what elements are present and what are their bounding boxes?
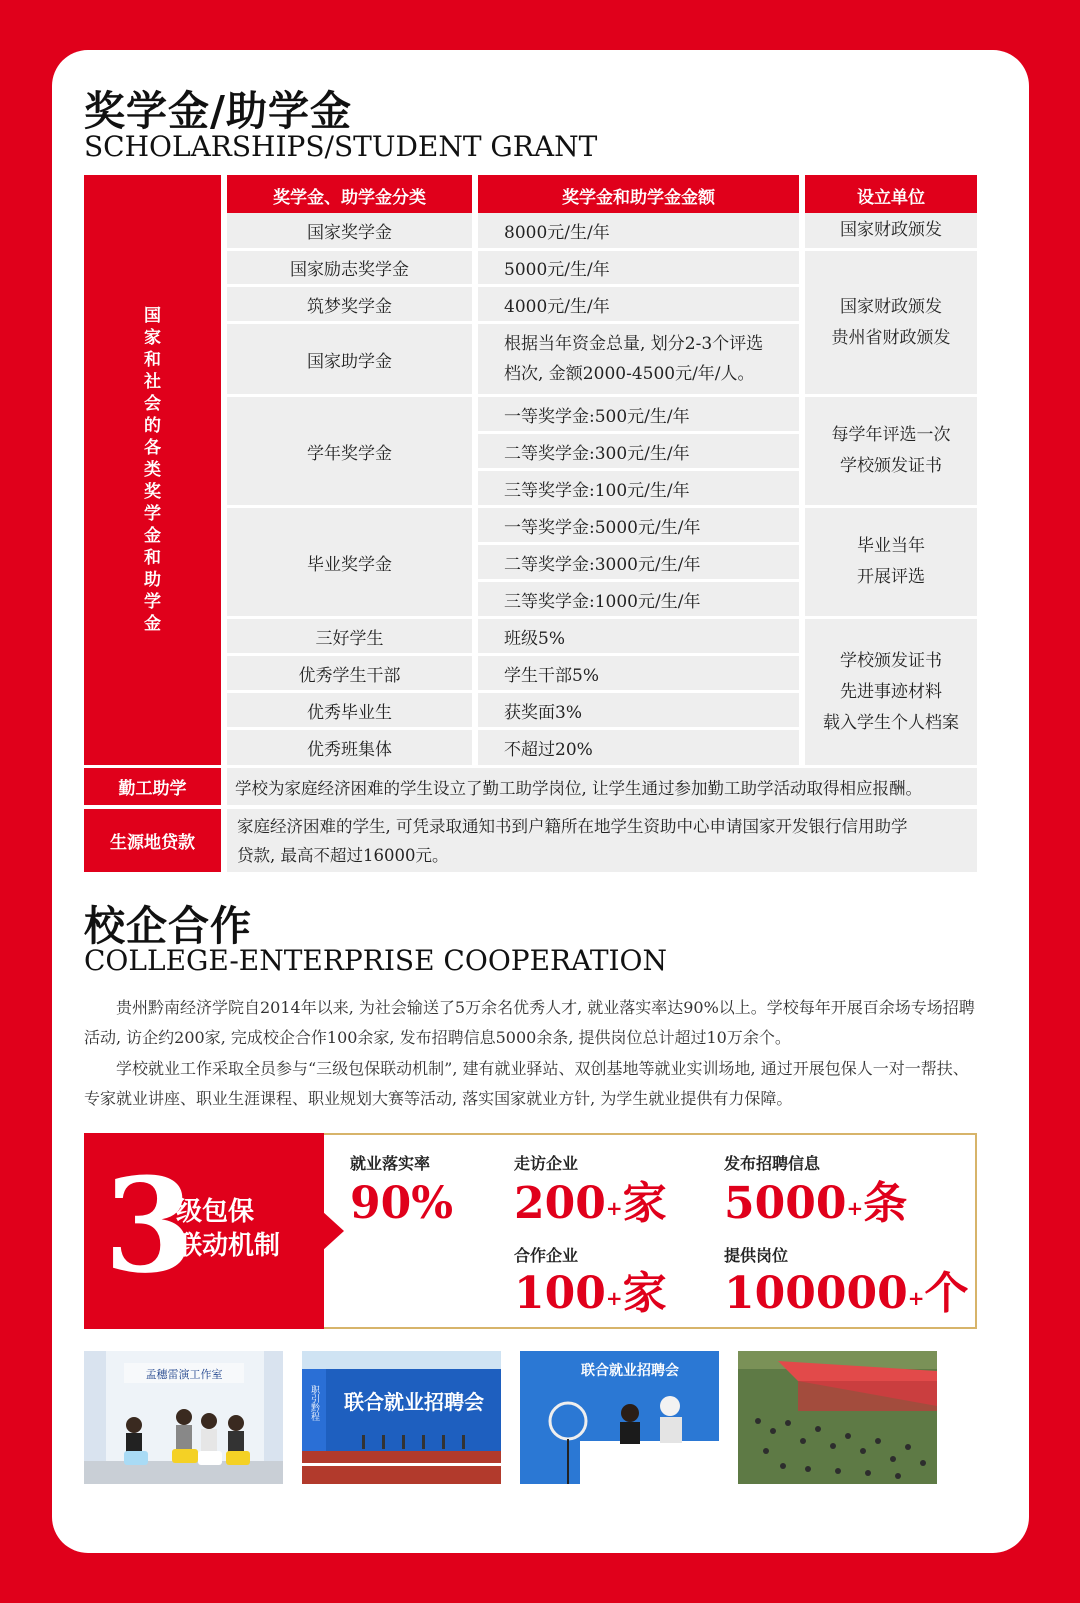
table-cell-amount: 班级5% [478,619,799,653]
stat-number: 5000 [724,1178,847,1229]
table-cell-unit [805,508,977,616]
mechanism-line: 级包保 [176,1197,255,1227]
stat-label: 合作企业 [514,1246,579,1265]
side-banner-text: 职引黔程 [309,1385,319,1421]
table-cell-category: 三好学生 [227,619,472,653]
table-cell-amount: 获奖面3% [478,693,799,727]
table-cell-category: 优秀学生干部 [227,656,472,690]
unit-line: 载入学生个人档案 [823,712,959,733]
table-cell-unit [805,619,977,765]
stat-label: 发布招聘信息 [724,1154,821,1173]
mechanism-arrow [322,1211,344,1251]
plus-sign: + [846,1196,864,1220]
stat-number: 200 [514,1178,606,1229]
table-cell-amount: 8000元/生/年 [478,213,799,248]
table-cell-amount: 一等奖学金:500元/生/年 [478,397,799,431]
table-cell-amount: 三等奖学金:1000元/生/年 [478,582,799,616]
stat-value: 90% [350,1178,454,1229]
table-cell-category: 国家助学金 [227,324,472,394]
stat-label: 就业落实率 [350,1154,431,1173]
table-cell-amount: 4000元/生/年 [478,287,799,321]
unit-line: 学校颁发证书 [840,456,942,476]
table-cell-amount: 二等奖学金:3000元/生/年 [478,545,799,579]
loan-line: 贷款, 最高不超过16000元。 [237,845,449,865]
table-cell-amount [478,324,799,394]
table-cell-category: 优秀班集体 [227,730,472,765]
banner-text: 联合就业招聘会 [581,1363,679,1379]
table-cell-unit [805,397,977,505]
unit-line: 先进事迹材料 [840,681,942,702]
mechanism-line: 联动机制 [176,1231,281,1261]
table-cell-unit [805,251,977,394]
plus-sign: + [605,1196,623,1220]
work-study-text: 学校为家庭经济困难的学生设立了勤工助学岗位, 让学生通过参加勤工助学活动取得相应报酬。 [227,768,977,805]
stat-unit: 个 [924,1268,969,1319]
stat-unit: 家 [622,1178,667,1229]
stat-value [724,1179,907,1229]
amount-line: 档次, 金额2000-4500元/年/人。 [504,364,755,384]
table-cell-amount: 5000元/生/年 [478,251,799,284]
table-cell-amount: 学生干部5% [478,656,799,690]
header-amount: 奖学金和助学金金额 [478,175,799,215]
table-cell-category: 国家励志奖学金 [227,251,472,284]
stat-number: 100000 [724,1268,908,1319]
coop-title: 校企合作 [84,902,252,950]
content-card [52,50,1029,1553]
stat-number: 100 [514,1268,606,1319]
stat-value [514,1269,667,1319]
plus-sign: + [907,1286,925,1310]
table-cell-amount: 不超过20% [478,730,799,765]
mechanism-panel [84,1133,324,1329]
table-cell-category: 优秀毕业生 [227,693,472,727]
coop-paragraph-1: 贵州黔南经济学院自2014年以来, 为社会输送了5万余名优秀人才, 就业落实率达90%以上。学校每年开展百余场专场招聘活动, 访企约200家, 完成校企合作100余家, 发布招聘信息5000余条, 提供岗位总计超过10万余个。 [84,998,975,1047]
loan-line: 家庭经济困难的学生, 可凭录取通知书到户籍所在地学生资助中心申请国家开发银行信用助学 [237,816,908,836]
table-cell-amount: 二等奖学金:300元/生/年 [478,434,799,468]
scholarship-category-sidebar [84,175,221,765]
stat-value [724,1269,968,1319]
stats-banner [84,1133,977,1329]
plus-sign: + [605,1286,623,1310]
photo-live-stream [520,1351,719,1484]
unit-line: 国家财政颁发 [840,296,942,317]
stat-value [514,1179,667,1229]
loan-text [227,809,977,872]
studio-sign: 孟穗雷演工作室 [145,1368,223,1381]
table-cell-unit: 国家财政颁发 [805,213,977,248]
coop-paragraph-2: 学校就业工作采取全员参与“三级包保联动机制”, 建有就业驿站、双创基地等就业实训场地, 通过开展包保人一对一帮扶、专家就业讲座、职业生涯课程、职业规划大赛等活动, 落实国家就业方针, 为学生就业提供有力保障。 [84,1059,969,1108]
photo-job-fair-stage [302,1351,501,1484]
loan-label: 生源地贷款 [84,809,221,872]
header-unit: 设立单位 [805,175,977,215]
amount-line: 根据当年资金总量, 划分2-3个评选 [504,334,764,354]
unit-line: 毕业当年 [857,536,925,556]
scholarship-title: 奖学金/助学金 [84,87,352,135]
stat-label: 走访企业 [514,1154,579,1173]
table-cell-amount: 三等奖学金:100元/生/年 [478,471,799,505]
coop-subtitle: COLLEGE-ENTERPRISE COOPERATION [84,944,668,977]
table-cell-category: 筑梦奖学金 [227,287,472,321]
table-cell-category: 学年奖学金 [227,397,472,505]
unit-line: 学校颁发证书 [840,650,942,671]
unit-line: 开展评选 [857,567,925,587]
table-cell-amount: 一等奖学金:5000元/生/年 [478,508,799,542]
stat-unit: 家 [622,1268,667,1319]
unit-line: 每学年评选一次 [831,425,951,445]
unit-line: 贵州省财政颁发 [831,327,951,348]
photo-job-fair-crowd [738,1351,937,1484]
work-study-label: 勤工助学 [84,768,221,805]
sidebar-vertical-label: 国家和社会的各类奖学金和助学金 [144,306,161,634]
photo-studio [84,1351,283,1484]
stat-label: 提供岗位 [724,1246,789,1265]
scholarship-subtitle: SCHOLARSHIPS/STUDENT GRANT [84,130,598,163]
header-category: 奖学金、助学金分类 [227,175,472,215]
stat-unit: 条 [863,1178,908,1229]
table-cell-category: 国家奖学金 [227,213,472,248]
mechanism-number: 3 [104,1149,195,1302]
banner-text: 联合就业招聘会 [344,1390,484,1414]
table-cell-category: 毕业奖学金 [227,508,472,616]
